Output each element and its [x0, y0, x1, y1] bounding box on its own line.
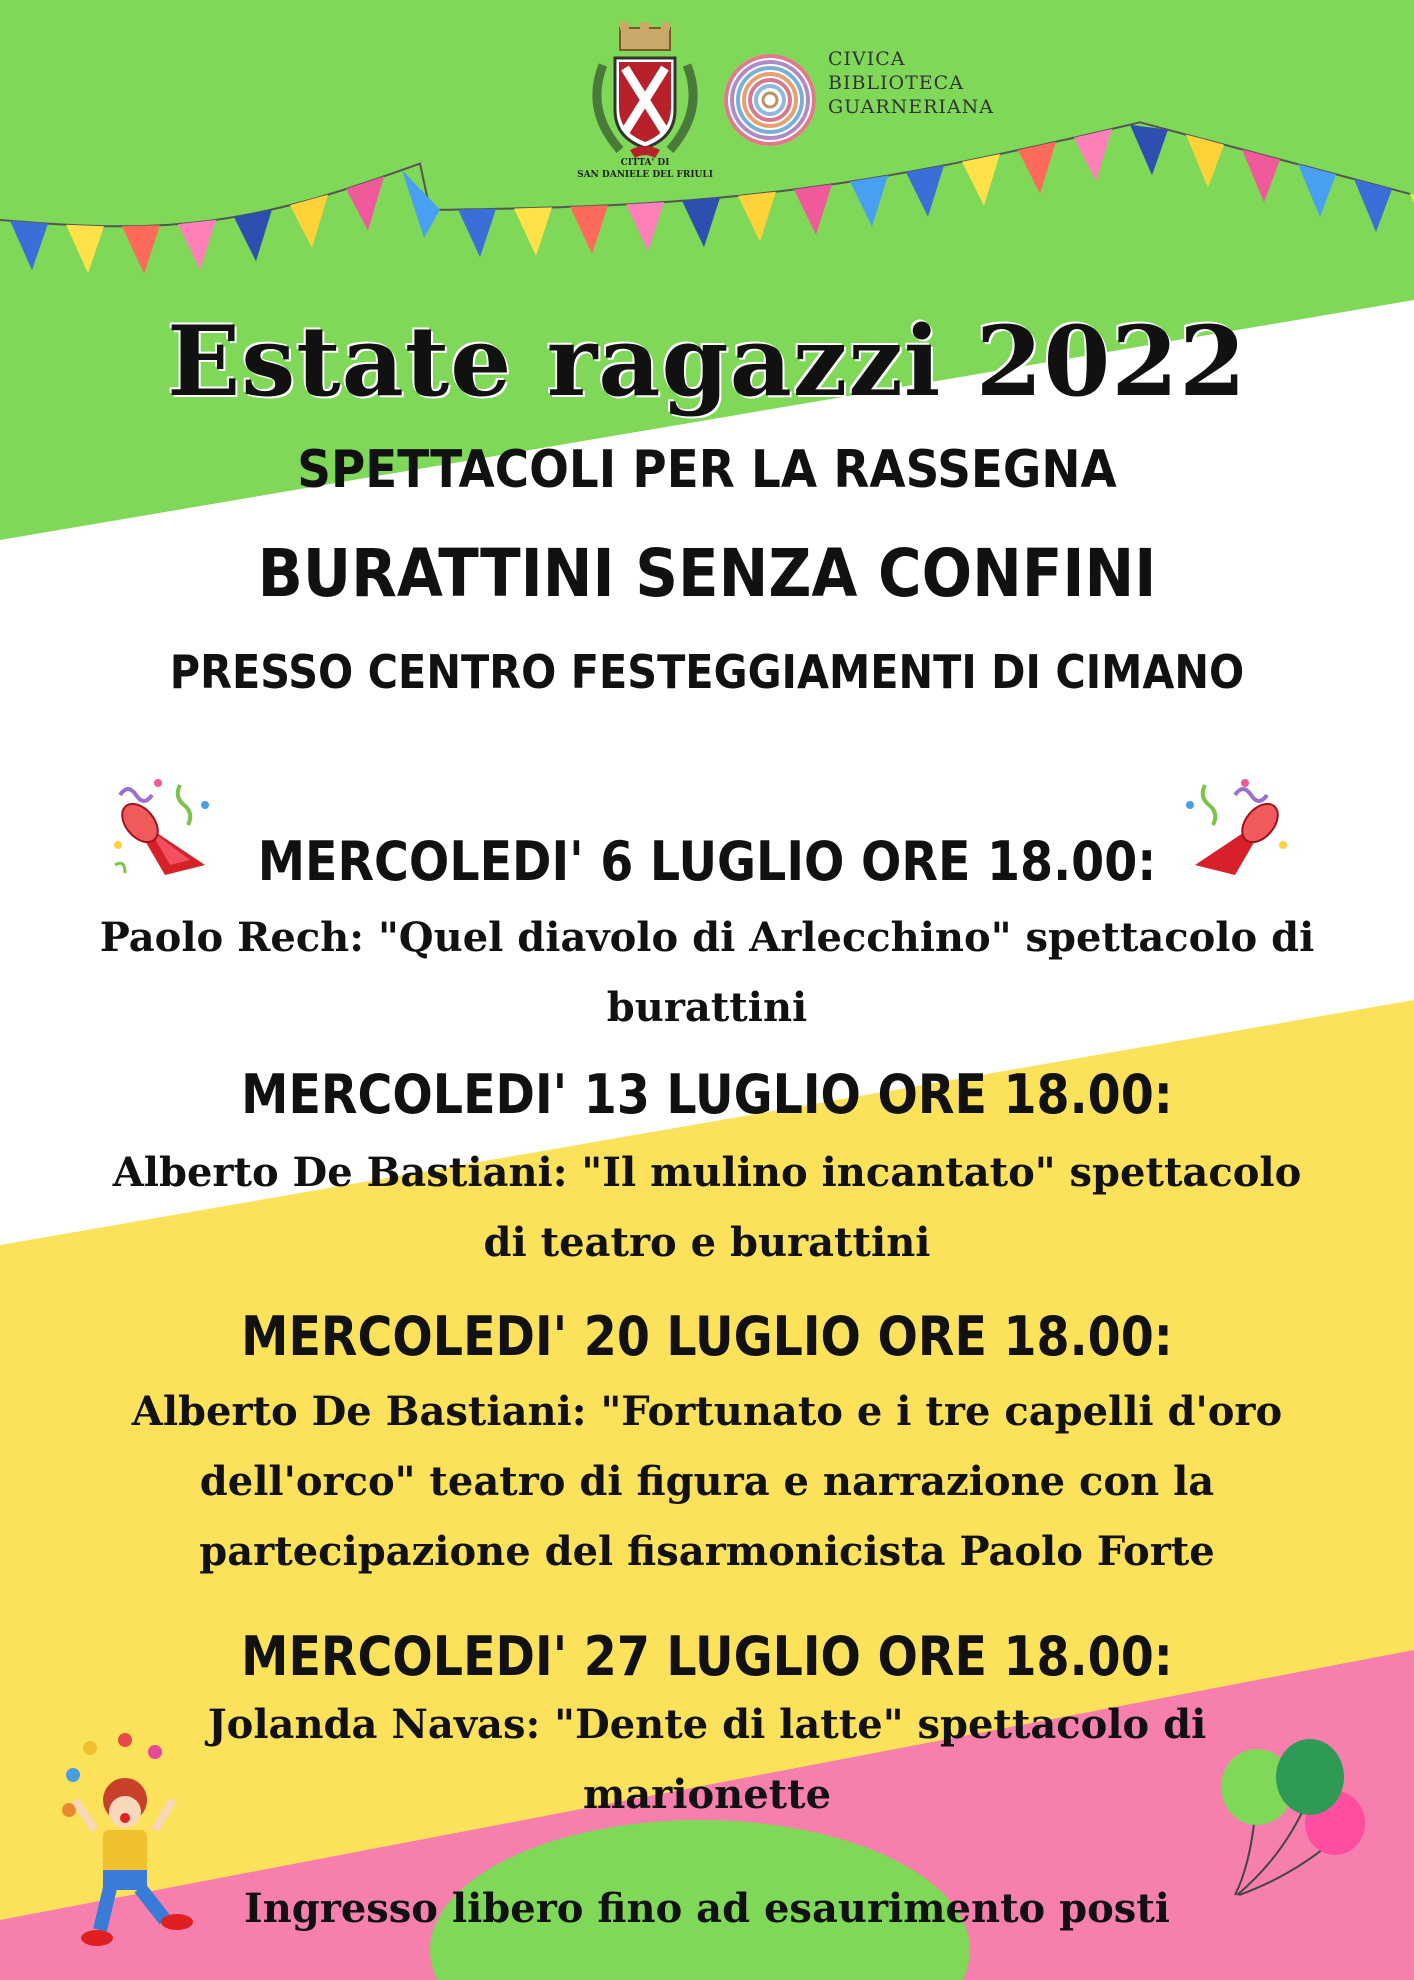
event-description-3-line2: dell'orco" teatro di figura e narrazione con la	[199, 1458, 1215, 1505]
event-date-3: MERCOLEDI' 20 LUGLIO ORE 18.00:	[241, 1305, 1173, 1368]
event-date-4: MERCOLEDI' 27 LUGLIO ORE 18.00:	[241, 1625, 1173, 1688]
event-date-1: MERCOLEDI' 6 LUGLIO ORE 18.00:	[257, 830, 1157, 893]
subtitle-festival-name: BURATTINI SENZA CONFINI	[257, 535, 1157, 612]
event-description-1-line1: Paolo Rech: "Quel diavolo di Arlecchino" spettacolo di	[99, 914, 1315, 961]
entry-note: Ingresso libero fino ad esaurimento posti	[243, 1885, 1170, 1932]
library-logo-icon	[722, 52, 818, 148]
library-name-line2: BIBLIOTECA	[828, 72, 964, 94]
subtitle-series: SPETTACOLI PER LA RASSEGNA	[297, 440, 1117, 500]
event-description-3-line1: Alberto De Bastiani: "Fortunato e i tre capelli d'oro	[131, 1388, 1283, 1435]
library-name-line1: CIVICA	[828, 48, 906, 70]
event-description-3-line3: partecipazione del fisarmonicista Paolo Forte	[199, 1528, 1215, 1575]
event-description-1-line2: burattini	[606, 984, 808, 1031]
poster-title: Estate ragazzi 2022	[167, 305, 1247, 418]
city-caption-line1: CITTA' DI	[620, 158, 670, 168]
city-caption-line2: SAN DANIELE DEL FRIULI	[577, 170, 713, 180]
event-date-2: MERCOLEDI' 13 LUGLIO ORE 18.00:	[241, 1063, 1173, 1126]
event-description-4-line1: Jolanda Navas: "Dente di latte" spettacolo di	[207, 1701, 1207, 1748]
library-name-line3: GUARNERIANA	[828, 96, 995, 118]
subtitle-venue: PRESSO CENTRO FESTEGGIAMENTI DI CIMANO	[169, 645, 1245, 699]
event-description-2-line2: di teatro e burattini	[483, 1219, 931, 1266]
event-description-2-line1: Alberto De Bastiani: "Il mulino incantato" spettacolo	[112, 1149, 1302, 1196]
event-description-4-line2: marionette	[582, 1771, 832, 1818]
balloons-illustration	[1215, 1735, 1370, 1905]
